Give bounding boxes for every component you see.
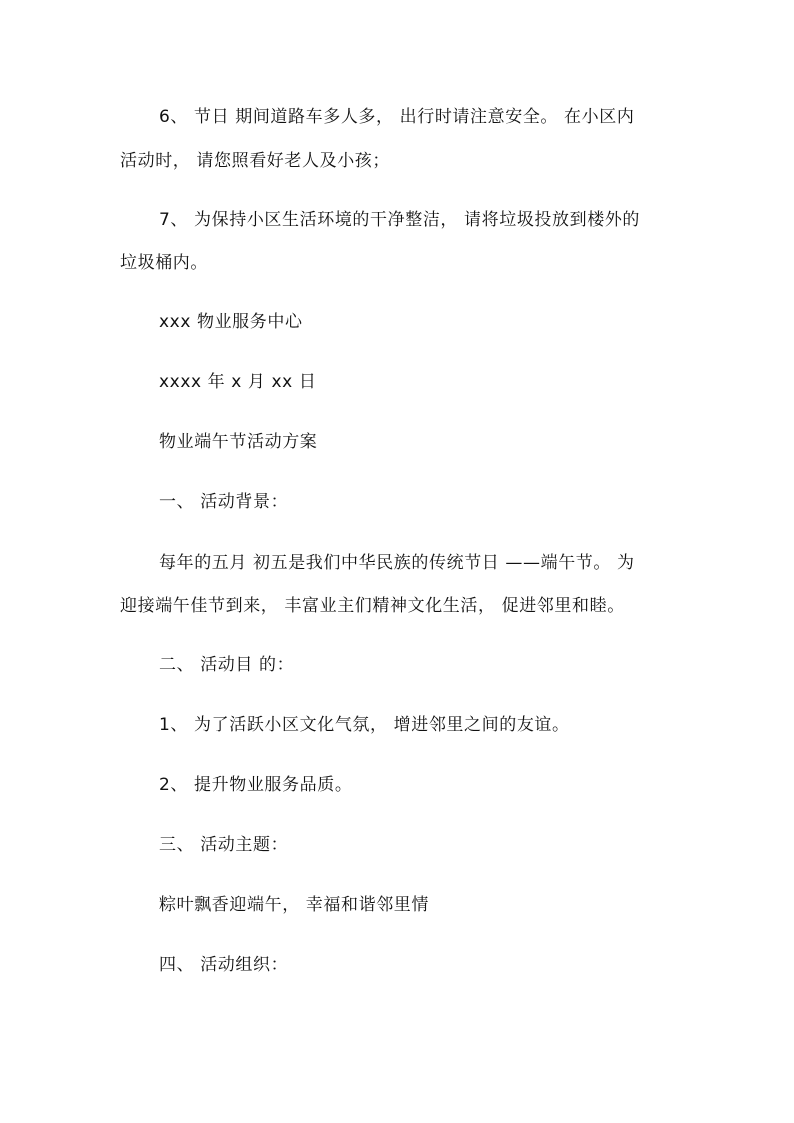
- paragraph-line: 垃圾桶内。: [120, 253, 208, 273]
- paragraph-line: 每年的五月 初五是我们中华民族的传统节日 ——端午节。 为: [159, 553, 635, 573]
- paragraph-line: 6、 节日 期间道路车多人多， 出行时请注意安全。 在小区内: [159, 107, 635, 127]
- section-title: 物业端午节活动方案: [159, 432, 318, 452]
- section-heading: 三、 活动主题：: [159, 835, 289, 855]
- signature-organization: xxx 物业服务中心: [159, 312, 303, 332]
- list-item: 1、 为了活跃小区文化气氛， 增进邻里之间的友谊。: [159, 715, 570, 735]
- signature-date: xxxx 年 x 月 xx 日: [159, 372, 317, 392]
- list-item: 2、 提升物业服务品质。: [159, 775, 353, 795]
- section-heading: 四、 活动组织：: [159, 955, 289, 975]
- section-heading: 一、 活动背景：: [159, 492, 289, 512]
- paragraph-line: 7、 为保持小区生活环境的干净整洁， 请将垃圾投放到楼外的: [159, 210, 641, 230]
- section-heading: 二、 活动目 的：: [159, 655, 295, 675]
- paragraph-line: 迎接端午佳节到来， 丰富业主们精神文化生活， 促进邻里和睦。: [120, 596, 625, 616]
- theme-line: 粽叶飘香迎端午， 幸福和谐邻里情: [159, 895, 430, 915]
- paragraph-line: 活动时， 请您照看好老人及小孩；: [120, 151, 391, 171]
